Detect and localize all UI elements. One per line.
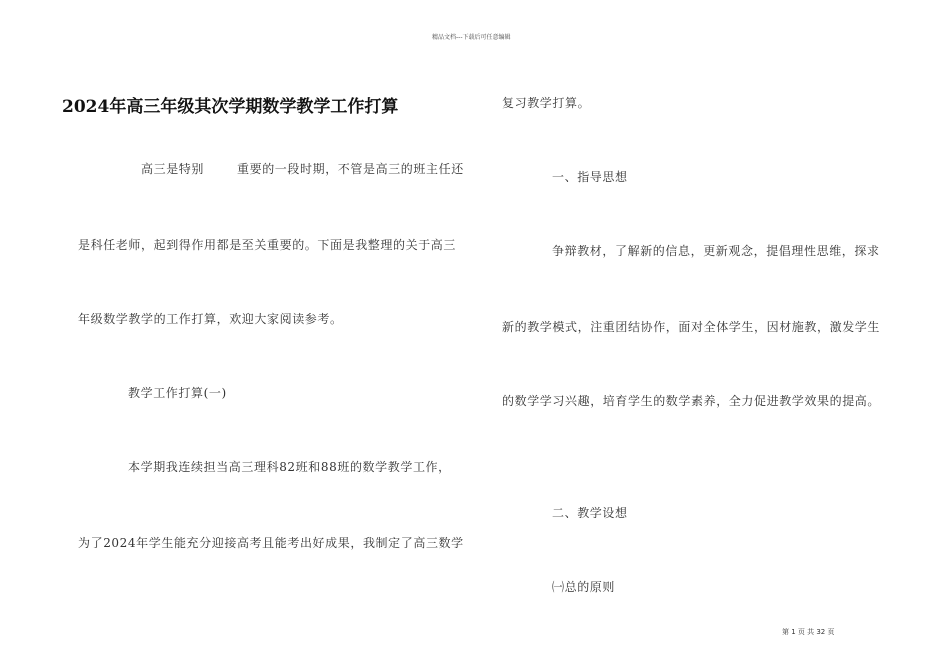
intro-text-part1: 高三是特别 bbox=[141, 162, 205, 176]
document-title: 2024年高三年级其次学期数学教学工作打算 bbox=[62, 97, 399, 117]
ideology-text-line2: 新的教学模式，注重团结协作，面对全体学生，因材施教，激发学生 bbox=[502, 320, 881, 334]
heading-guiding-ideology: 一、指导思想 bbox=[552, 170, 628, 184]
section-heading: 教学工作打算(一) bbox=[128, 386, 227, 400]
body-text-line1: 本学期我连续担当高三理科82班和88班的数学教学工作， bbox=[128, 460, 451, 474]
page-number: 第 1 页 共 32 页 bbox=[782, 628, 835, 636]
intro-text-line2: 是科任老师，起到得作用都是至关重要的。下面是我整理的关于高三 bbox=[78, 238, 457, 252]
intro-text-part2: 重要的一段时期，不管是高三的班主任还 bbox=[237, 162, 464, 176]
body-text-line2: 为了2024年学生能充分迎接高考且能考出好成果，我制定了高三数学 bbox=[78, 536, 464, 550]
header-watermark: 精品文档---下载后可任意编辑 bbox=[432, 34, 511, 41]
continuation-text: 复习教学打算。 bbox=[502, 96, 591, 110]
ideology-text-line1: 争辩教材，了解新的信息，更新观念，提倡理性思维，探求 bbox=[552, 244, 880, 258]
ideology-text-line3: 的数学学习兴趣，培育学生的数学素养，全力促进教学效果的提高。 bbox=[502, 394, 881, 408]
intro-text-line3: 年级数学教学的工作打算，欢迎大家阅读参考。 bbox=[78, 312, 343, 326]
subheading-general-principle: ㈠总的原则 bbox=[552, 580, 616, 594]
heading-teaching-plan: 二、教学设想 bbox=[552, 506, 628, 520]
